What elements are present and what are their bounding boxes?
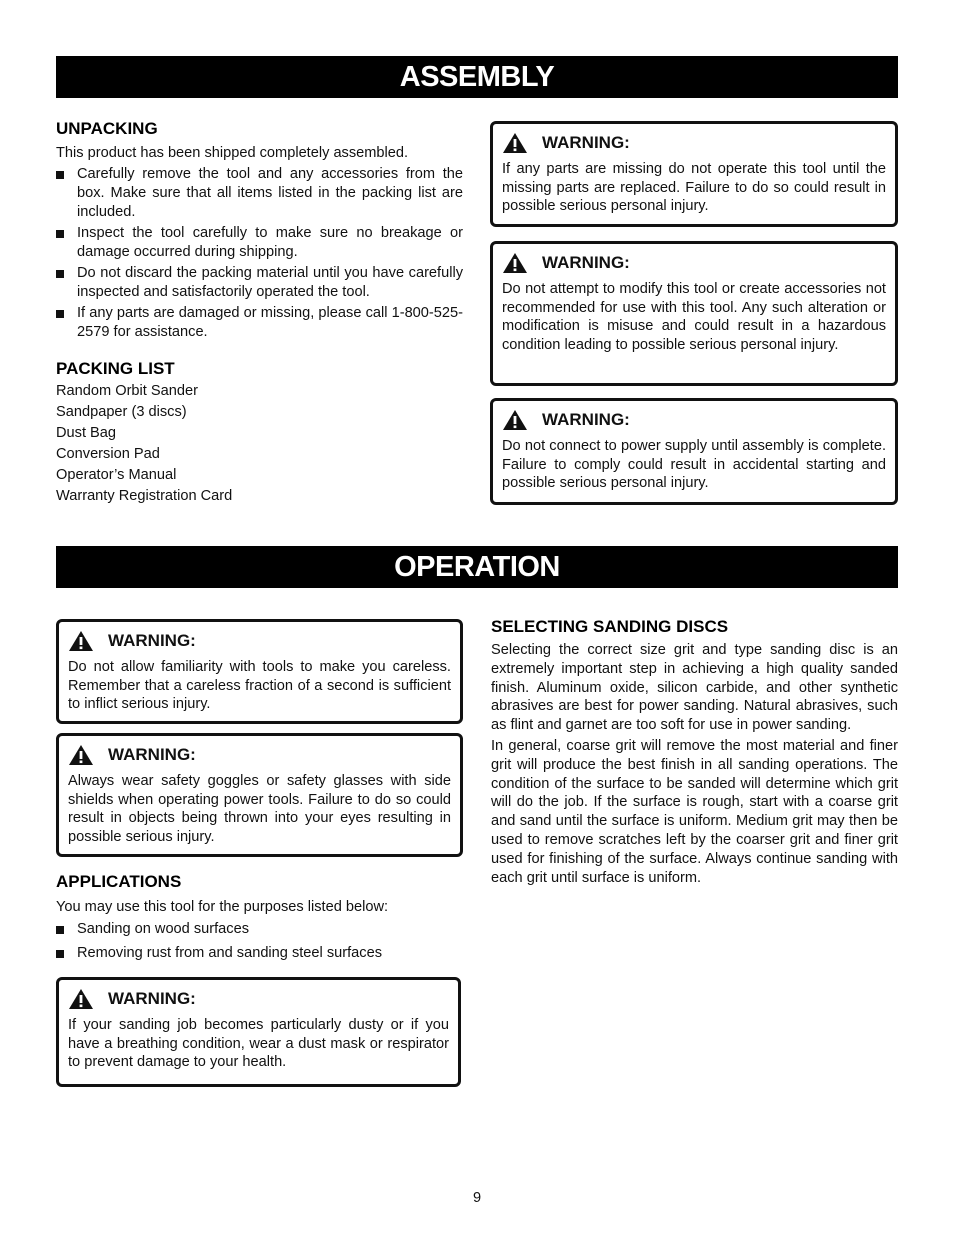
warning-label: WARNING: xyxy=(542,253,630,272)
warning-text: Do not attempt to modify this tool or create accessories not recommended for use with this tool. Any such alteration or modification is misuse and could result in a hazardous condition leading to possible serious personal injury. xyxy=(502,281,886,353)
applications-intro: You may use this tool for the purposes listed below: xyxy=(56,899,389,915)
warning-label: WARNING: xyxy=(108,631,196,650)
warning-label: WARNING: xyxy=(542,410,630,429)
list-item: Inspect the tool carefully to make sure no breakage or damage occurred during shipping. xyxy=(56,224,463,262)
warning-text: Always wear safety goggles or safety glasses with side shields when operating power tools. Failure to do so could result in objects being thrown into your eyes resulting in possible serious injury. xyxy=(68,773,451,845)
unpacking-section xyxy=(56,119,463,507)
unpacking-heading: UNPACKING xyxy=(56,119,158,138)
list-item: Conversion Pad xyxy=(56,446,160,462)
assembly-banner: ASSEMBLY xyxy=(56,56,898,98)
page-number: 9 xyxy=(472,1190,482,1206)
list-item: Removing rust from and sanding steel surfaces xyxy=(56,944,463,963)
applications-list xyxy=(56,920,463,963)
list-item: Random Orbit Sander xyxy=(56,383,198,399)
list-item: Sanding on wood surfaces xyxy=(56,920,463,939)
packing-list xyxy=(56,381,463,507)
list-item: Sandpaper (3 discs) xyxy=(56,404,187,420)
applications-section xyxy=(56,872,463,963)
warning-text: If any parts are missing do not operate this tool until the missing parts are replaced. Failure to do so could result in possible serious personal injury. xyxy=(502,161,886,215)
warning-triangle-icon xyxy=(68,630,94,652)
warning-text: If your sanding job becomes particularly dusty or if you have a breathing condition, wear a dust mask or respirator to prevent damage to your health. xyxy=(68,1017,449,1071)
warning-triangle-icon xyxy=(502,132,528,154)
selecting-discs-para-1: Selecting the correct size grit and type sanding disc is an extremely important step in achieving a high quality sanded finish. Aluminum oxide, silicon carbide, and other synthetic abrasives are best for power sanding. Natural abrasives, such as flint and garnet are too soft for use in power sanding. xyxy=(491,642,898,734)
list-item: If any parts are damaged or missing, please call 1-800-525-2579 for assistance. xyxy=(56,304,463,342)
warning-triangle-icon xyxy=(68,988,94,1010)
selecting-discs-section xyxy=(491,617,898,887)
list-item: Operator’s Manual xyxy=(56,467,177,483)
warning-text: Do not connect to power supply until assembly is complete. Failure to comply could result in accidental starting and possible serious personal injury. xyxy=(502,438,886,492)
selecting-discs-heading: SELECTING SANDING DISCS xyxy=(491,617,729,636)
list-item: Warranty Registration Card xyxy=(56,488,233,504)
warning-box xyxy=(490,398,898,505)
warning-triangle-icon xyxy=(502,252,528,274)
warning-text: Do not allow familiarity with tools to make you careless. Remember that a careless fraction of a second is sufficient to inflict serious injury. xyxy=(68,659,451,713)
packing-list-heading: PACKING LIST xyxy=(56,359,175,378)
warning-box xyxy=(56,619,463,724)
applications-heading: APPLICATIONS xyxy=(56,872,182,891)
warning-box xyxy=(56,733,463,857)
unpacking-list xyxy=(56,165,463,342)
list-item: Do not discard the packing material until you have carefully inspected and satisfactorily operated the tool. xyxy=(56,264,463,302)
warning-triangle-icon xyxy=(68,744,94,766)
warning-label: WARNING: xyxy=(542,133,630,152)
list-item: Dust Bag xyxy=(56,425,117,441)
list-item: Carefully remove the tool and any accessories from the box. Make sure that all items listed in the packing list are included. xyxy=(56,165,463,222)
warning-box xyxy=(490,241,898,386)
operation-banner: OPERATION xyxy=(56,546,898,588)
warning-box xyxy=(490,121,898,227)
unpacking-intro: This product has been shipped completely assembled. xyxy=(56,145,409,161)
warning-box xyxy=(56,977,461,1087)
warning-label: WARNING: xyxy=(108,745,196,764)
warning-triangle-icon xyxy=(502,409,528,431)
warning-label: WARNING: xyxy=(108,989,196,1008)
selecting-discs-para-2: In general, coarse grit will remove the most material and finer grit will produce the best finish in all sanding operations. The condition of the surface to be sanded will determine which grit will do the job. If the surface is rough, start with a coarse grit and sand until the surface is uniform. Medium grit may then be used to remove scratches left by the coarser grit and finer grit used for finishing of the surface. Always continue sanding with each grit until surface is uniform. xyxy=(491,737,898,886)
